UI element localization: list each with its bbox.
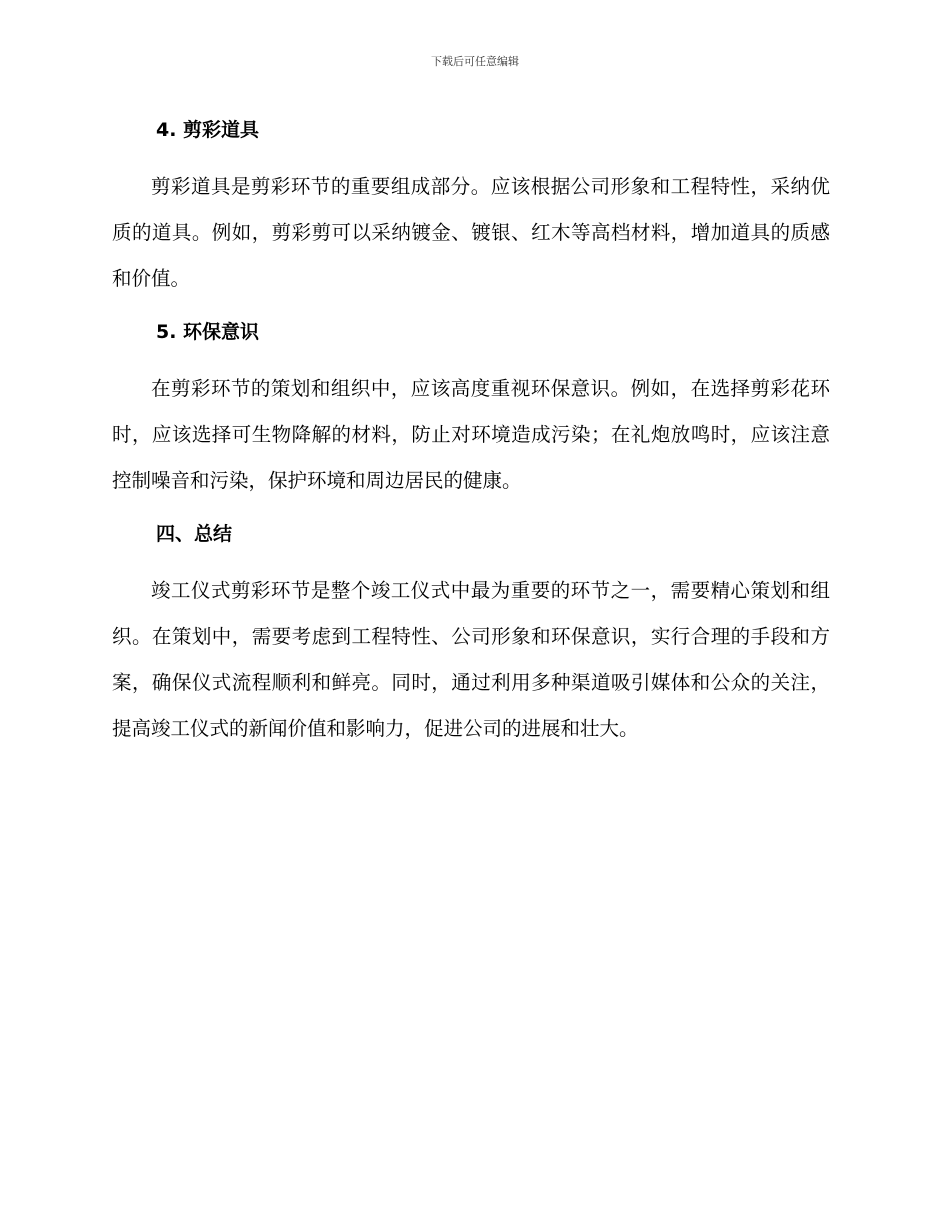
section-heading-summary: 四、总结 <box>156 523 233 545</box>
section-heading-props: 4. 剪彩道具 <box>156 119 260 141</box>
section-paragraph-summary: 竣工仪式剪彩环节是整个竣工仪式中最为重要的环节之一，需要精心策划和组织。在策划中，需要考虑到工程特性、公司形象和环保意识，实行合理的手段和方案，确保仪式流程顺利和鲜亮。同时，通过利用多种渠道吸引媒体和公众的关注，提高竣工仪式的新闻价值和影响力，促进公司的进展和壮大。 <box>112 579 830 740</box>
section-paragraph-environment: 在剪彩环节的策划和组织中，应该高度重视环保意识。例如，在选择剪彩花环时，应该选择可生物降解的材料，防止对环境造成污染；在礼炮放鸣时，应该注意控制噪音和污染，保护环境和周边居民的健康。 <box>112 377 830 492</box>
section-paragraph-props: 剪彩道具是剪彩环节的重要组成部分。应该根据公司形象和工程特性，采纳优质的道具。例如，剪彩剪可以采纳镀金、镀银、红木等高档材料，增加道具的质感和价值。 <box>112 175 830 290</box>
header-note: 下载后可任意编辑 <box>431 55 519 68</box>
section-heading-environment: 5. 环保意识 <box>156 321 260 343</box>
document-body <box>112 112 830 764</box>
